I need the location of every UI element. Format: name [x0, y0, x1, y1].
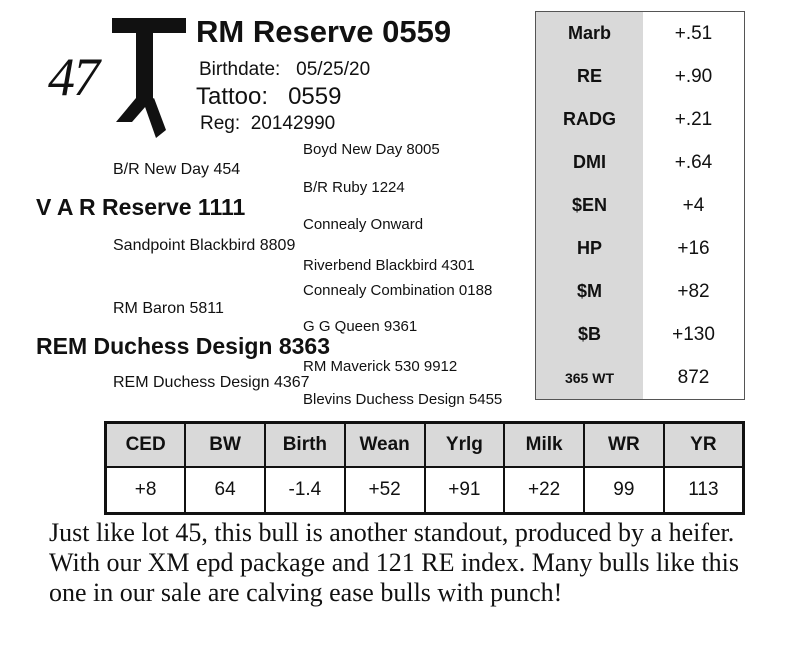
epd-row-radg	[536, 98, 744, 141]
table-header: BW	[185, 423, 265, 468]
epd-row-365wt	[536, 356, 744, 399]
lot-number: 47	[48, 47, 98, 107]
epd-label: $M	[536, 270, 643, 313]
pedigree-sire-sire-sire: Boyd New Day 8005	[303, 141, 440, 158]
pedigree-sire: V A R Reserve 1111	[36, 194, 246, 220]
table-header: Birth	[265, 423, 345, 468]
epd-label: 365 WT	[536, 356, 643, 399]
tattoo-value: 0559	[288, 83, 342, 110]
epd-label: Marb	[536, 12, 643, 55]
epd-value: 872	[677, 366, 710, 388]
table-cell: -1.4	[265, 467, 345, 514]
birthdate-line	[199, 59, 370, 81]
table-cell: +22	[504, 467, 584, 514]
epd-value: +.51	[674, 22, 713, 44]
bull-name: RM Reserve 0559	[196, 14, 452, 49]
epd-row-marb	[536, 12, 744, 55]
table-header: Yrlg	[425, 423, 505, 468]
pedigree-sire-sire: B/R New Day 454	[113, 161, 241, 178]
table-header: CED	[106, 423, 186, 468]
epd-value: +.21	[674, 108, 713, 130]
epd-row-hp	[536, 227, 744, 270]
epd-side-panel	[535, 11, 745, 400]
epd-row-b	[536, 313, 744, 356]
pedigree-dam-sire-sire: Connealy Combination 0188	[303, 282, 493, 299]
epd-label: $EN	[536, 184, 643, 227]
pedigree-sire-sire-dam: B/R Ruby 1224	[303, 179, 405, 196]
table-header: Milk	[504, 423, 584, 468]
epd-value: +.90	[674, 65, 713, 87]
pedigree-dam-dam: REM Duchess Design 4367	[113, 374, 310, 391]
table-header-row	[106, 423, 744, 468]
epd-value: +16	[677, 237, 710, 259]
pedigree-dam-sire-dam: G G Queen 9361	[303, 318, 418, 335]
epd-label: DMI	[536, 141, 643, 184]
epd-row-en	[536, 184, 744, 227]
epd-label: $B	[536, 313, 643, 356]
performance-epd-table	[104, 421, 745, 515]
table-header: YR	[664, 423, 744, 468]
table-cell: 99	[584, 467, 664, 514]
tattoo-line	[196, 83, 341, 111]
pedigree-dam: REM Duchess Design 8363	[36, 333, 331, 359]
tattoo-label: Tattoo:	[196, 83, 269, 110]
table-header: WR	[584, 423, 664, 468]
table-cell: 64	[185, 467, 265, 514]
epd-label: RE	[536, 55, 643, 98]
table-cell: +8	[106, 467, 186, 514]
epd-value: +82	[677, 280, 710, 302]
epd-label: RADG	[536, 98, 643, 141]
pedigree-sire-dam-dam: Riverbend Blackbird 4301	[303, 257, 475, 274]
reg-label: Reg:	[200, 113, 241, 134]
reg-value: 20142990	[250, 113, 336, 134]
reg-line	[200, 113, 335, 135]
birthdate-value: 05/25/20	[296, 59, 371, 80]
table-row	[106, 467, 744, 514]
epd-label: HP	[536, 227, 643, 270]
pedigree-sire-dam: Sandpoint Blackbird 8809	[113, 237, 296, 254]
ranch-brand-logo	[108, 18, 188, 142]
pedigree-dam-dam-dam: Blevins Duchess Design 5455	[303, 391, 503, 408]
lot-description: Just like lot 45, this bull is another standout, produced by a heifer. With our XM epd package and 121 RE index. Many bulls like this one in our sale are calving ease bulls with punch!	[49, 518, 740, 607]
table-header: Wean	[345, 423, 425, 468]
pedigree-sire-dam-sire: Connealy Onward	[303, 216, 424, 233]
pedigree-dam-sire: RM Baron 5811	[113, 300, 224, 317]
birthdate-label: Birthdate:	[199, 59, 281, 80]
table-cell: +52	[345, 467, 425, 514]
pedigree-dam-dam-sire: RM Maverick 530 9912	[303, 358, 458, 375]
epd-value: +4	[682, 194, 705, 216]
epd-value: +.64	[674, 151, 713, 173]
table-cell: 113	[664, 467, 744, 514]
epd-value: +130	[672, 323, 715, 345]
table-cell: +91	[425, 467, 505, 514]
epd-row-re	[536, 55, 744, 98]
epd-row-dmi	[536, 141, 744, 184]
epd-row-m	[536, 270, 744, 313]
